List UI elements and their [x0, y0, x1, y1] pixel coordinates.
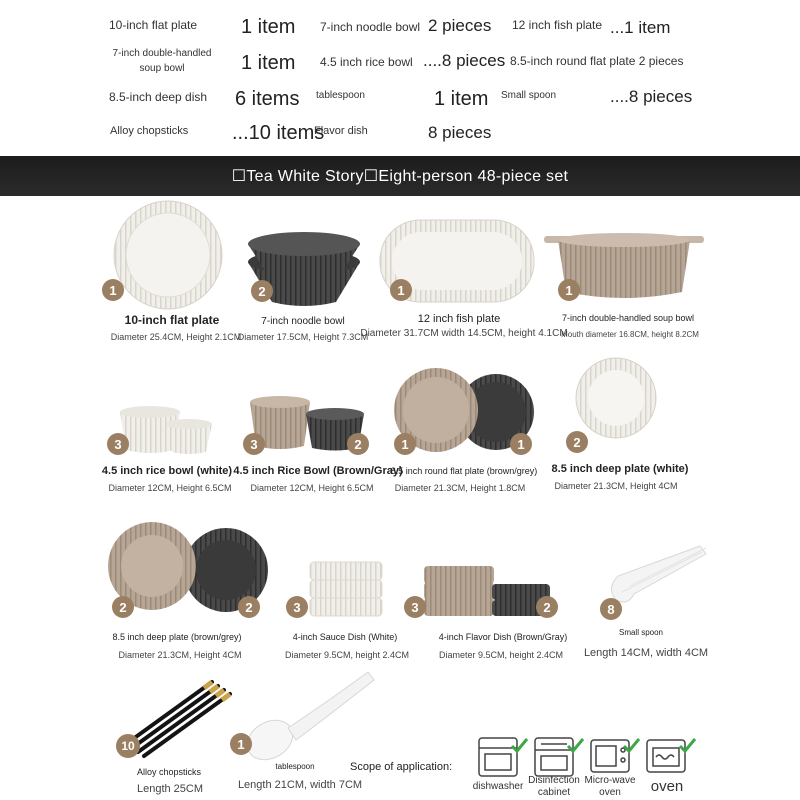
- product-dimensions: Diameter 9.5CM, height 2.4CM: [284, 650, 410, 660]
- product-name: Small spoon: [618, 628, 664, 637]
- quantity-badge: 2: [251, 280, 273, 302]
- product-dimensions: Diameter 21.3CM, Height 4CM: [554, 481, 678, 491]
- quantity-badge: 3: [107, 433, 129, 455]
- content-qty: 1 item: [434, 88, 489, 110]
- scope-item-label: dishwasher: [472, 781, 524, 792]
- content-name: 12 inch fish plate: [512, 18, 603, 32]
- product-dimensions: Length 14CM, width 4CM: [583, 647, 709, 659]
- product-name: 7-inch noodle bowl: [261, 316, 345, 327]
- content-qty: 2 pieces: [428, 16, 492, 35]
- product-name: tablespoon: [275, 762, 315, 771]
- content-qty: 6 items: [235, 88, 300, 110]
- product-dimensions: Length 25CM: [136, 783, 204, 795]
- product-dimensions: Diameter 25.4CM, Height 2.1CM: [110, 332, 242, 342]
- product-dimensions: Diameter 12CM, Height 6.5CM: [108, 483, 232, 493]
- product-name: 8.5 inch round flat plate (brown/grey): [390, 466, 538, 476]
- quantity-badge: 10: [116, 734, 140, 758]
- content-qty: ....8 pieces: [610, 87, 693, 106]
- content-name: 7-inch double-handled soup bowl: [112, 48, 212, 74]
- product-name: 10-inch flat plate: [124, 313, 220, 327]
- product-dimensions: Mouth diameter 16.8CM, height 8.2CM: [561, 330, 699, 339]
- content-name: tablespoon: [316, 90, 365, 101]
- quantity-badge: 3: [286, 596, 308, 618]
- product-dimensions: Diameter 21.3CM, Height 4CM: [118, 650, 242, 660]
- scope-item-label: Disinfection cabinet: [528, 775, 580, 798]
- scope-label: Scope of application:: [350, 761, 453, 773]
- product-name: 7-inch double-handled soup bowl: [561, 313, 695, 323]
- quantity-badge: 1: [510, 433, 532, 455]
- content-name: Alloy chopsticks: [110, 125, 189, 137]
- quantity-badge: 2: [112, 596, 134, 618]
- quantity-badge: 2: [347, 433, 369, 455]
- product-dimensions: Diameter 9.5CM, height 2.4CM: [438, 650, 564, 660]
- product-dimensions: Diameter 31.7CM width 14.5CM, height 4.1CM: [360, 328, 568, 339]
- quantity-badge: 2: [238, 596, 260, 618]
- quantity-badge: 1: [394, 433, 416, 455]
- content-name: 7-inch noodle bowl: [320, 20, 421, 34]
- content-name: 4.5 inch rice bowl: [320, 55, 413, 69]
- dishwasher-icon: [479, 738, 527, 776]
- product-dimensions: Length 21CM, width 7CM: [237, 779, 363, 791]
- quantity-badge: 1: [390, 279, 412, 301]
- content-qty: ....8 pieces: [423, 51, 506, 70]
- content-qty: 1 item: [241, 16, 296, 38]
- quantity-badge: 2: [536, 596, 558, 618]
- product-name: 4.5 inch rice bowl (white): [101, 465, 233, 477]
- quantity-badge: 1: [230, 733, 252, 755]
- product-name: 4.5 inch Rice Bowl (Brown/Gray): [233, 465, 403, 477]
- product-dimensions: Diameter 17.5CM, Height 7.3CM: [237, 332, 369, 342]
- content-name: Flavor dish: [314, 125, 368, 137]
- product-dimensions: Diameter 12CM, Height 6.5CM: [250, 483, 374, 493]
- product-name: 4-inch Flavor Dish (Brown/Gray): [438, 632, 568, 642]
- quantity-badge: 1: [102, 279, 124, 301]
- scope-item-label: oven: [650, 778, 684, 795]
- content-qty: ...10 items: [232, 122, 325, 144]
- product-name: 12 inch fish plate: [417, 313, 501, 325]
- quantity-badge: 1: [558, 279, 580, 301]
- content-qty: ...1 item: [610, 18, 671, 37]
- product-dimensions: Diameter 21.3CM, Height 1.8CM: [394, 483, 526, 493]
- product-name: 4-inch Sauce Dish (White): [292, 632, 398, 642]
- content-name: 8.5-inch deep dish: [109, 90, 208, 104]
- oven-icon: [647, 739, 695, 772]
- product-name: 8.5 inch deep plate (brown/grey): [112, 632, 242, 642]
- content-qty: 1 item: [241, 52, 296, 74]
- scope-item-label: Micro-wave oven: [584, 775, 636, 798]
- microwave-icon: [591, 739, 639, 772]
- disinfection-cabinet-icon: [535, 738, 583, 776]
- content-name: 10-inch flat plate: [109, 18, 198, 32]
- product-name: Alloy chopsticks: [136, 767, 202, 777]
- product-name: 8.5 inch deep plate (white): [551, 463, 689, 475]
- quantity-badge: 3: [404, 596, 426, 618]
- set-title-banner: ☐Tea White Story☐Eight-person 48-piece set: [0, 156, 800, 196]
- content-name: 8.5-inch round flat plate 2 pieces: [510, 54, 684, 68]
- content-name: Small spoon: [501, 90, 557, 101]
- quantity-badge: 3: [243, 433, 265, 455]
- quantity-badge: 2: [566, 431, 588, 453]
- quantity-badge: 8: [600, 598, 622, 620]
- content-qty: 8 pieces: [428, 123, 492, 142]
